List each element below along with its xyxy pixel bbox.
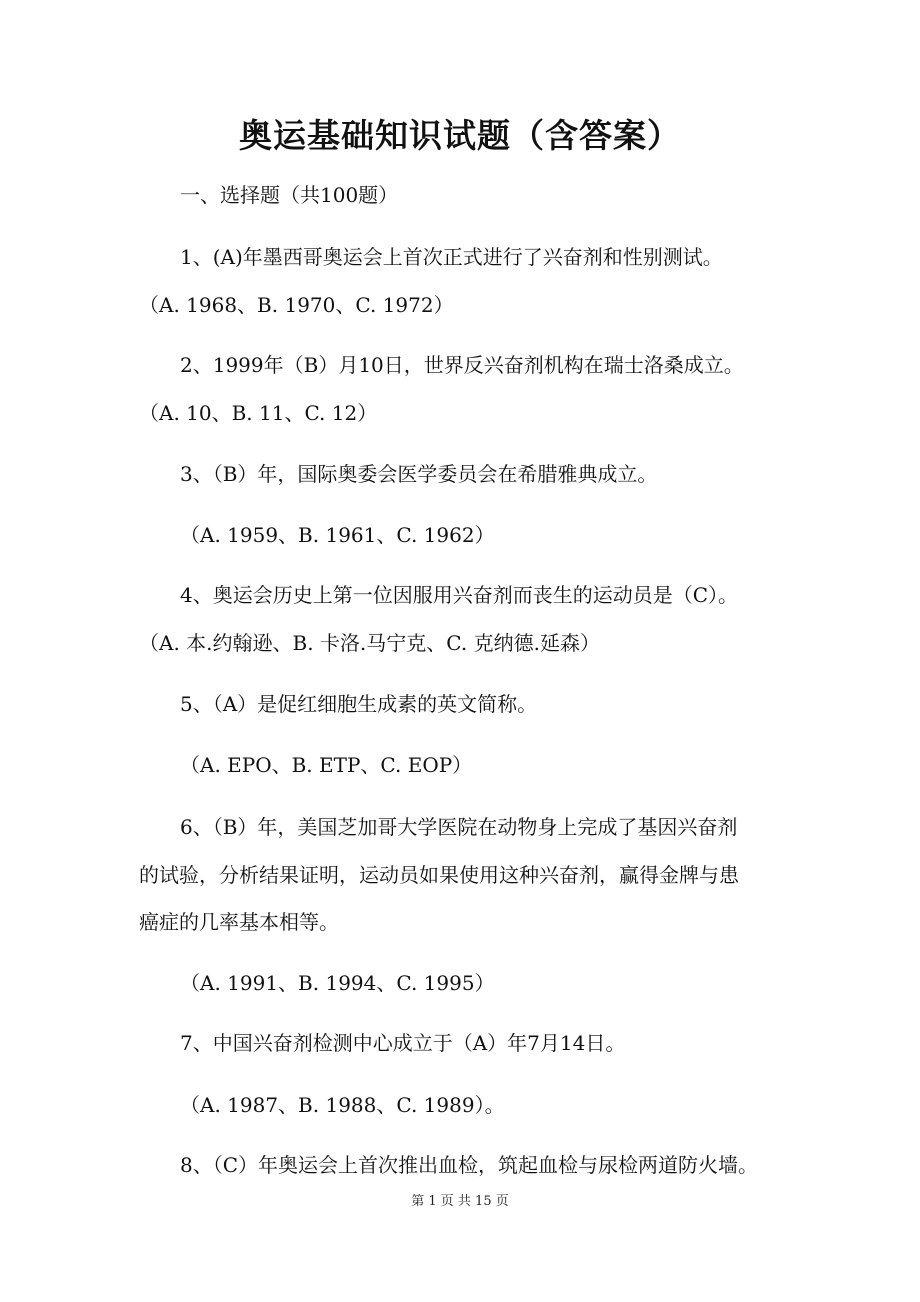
question-1-options: （A. 1968、B. 1970、C. 1972） — [139, 293, 454, 317]
question-4-options: （A. 本.约翰逊、B. 卡洛.马宁克、C. 克纳德.延森） — [139, 631, 600, 655]
question-1-stem: 1、(A)年墨西哥奥运会上首次正式进行了兴奋剂和性别测试。 — [180, 245, 723, 269]
page-title: 奥运基础知识试题（含答案） — [239, 116, 681, 155]
question-2-options: （A. 10、B. 11、C. 12） — [139, 401, 378, 425]
question-6-options: （A. 1991、B. 1994、C. 1995） — [180, 971, 495, 995]
question-2-stem: 2、1999年（B）月10日，世界反兴奋剂机构在瑞士洛桑成立。 — [180, 353, 744, 377]
question-5-stem: 5、（A）是促红细胞生成素的英文简称。 — [180, 692, 538, 716]
question-6-stem-line-3: 癌症的几率基本相等。 — [139, 910, 339, 934]
question-8-stem: 8、（C）年奥运会上首次推出血检，筑起血检与尿检两道防火墙。 — [180, 1153, 759, 1177]
question-3-options: （A. 1959、B. 1961、C. 1962） — [180, 523, 495, 547]
question-3-stem: 3、（B）年，国际奥委会医学委员会在希腊雅典成立。 — [180, 462, 658, 486]
section-heading: 一、选择题（共100题） — [180, 183, 399, 207]
question-7-options: （A. 1987、B. 1988、C. 1989）。 — [180, 1093, 505, 1117]
question-4-stem: 4、奥运会历史上第一位因服用兴奋剂而丧生的运动员是（C）。 — [180, 583, 739, 607]
question-5-options: （A. EPO、B. ETP、C. EOP） — [180, 753, 473, 777]
question-6-stem-line-1: 6、（B）年，美国芝加哥大学医院在动物身上完成了基因兴奋剂 — [180, 815, 738, 839]
question-7-stem: 7、中国兴奋剂检测中心成立于（A）年7月14日。 — [180, 1031, 626, 1055]
question-6-stem-line-2: 的试验，分析结果证明，运动员如果使用这种兴奋剂，赢得金牌与患 — [139, 863, 739, 887]
page-footer: 第 1 页 共 15 页 — [411, 1194, 509, 1209]
